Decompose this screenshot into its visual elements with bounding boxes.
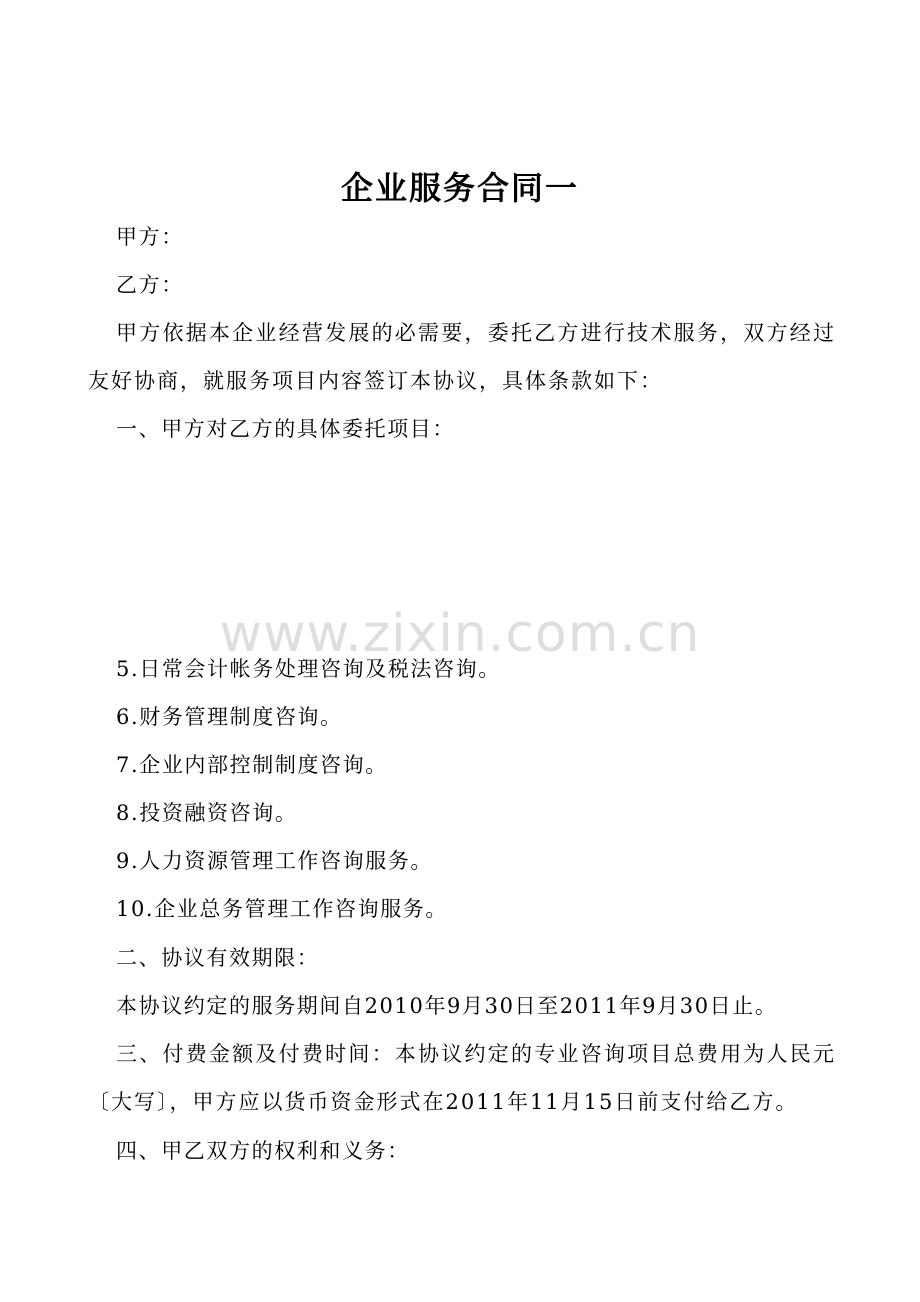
watermark: www.zixin.com.cn — [219, 604, 701, 664]
list-item: 9.人力资源管理工作咨询服务。 — [116, 849, 434, 873]
list-item: 7.企业内部控制制度咨询。 — [116, 753, 388, 777]
section-1-heading: 一、甲方对乙方的具体委托项目： — [116, 417, 455, 441]
list-item: 5.日常会计帐务处理咨询及税法咨询。 — [116, 657, 501, 681]
document-title: 企业服务合同一 — [340, 169, 579, 207]
list-item: 6.财务管理制度咨询。 — [116, 705, 343, 729]
section-2-heading: 二、协议有效期限： — [116, 946, 320, 970]
intro-paragraph: 甲方依据本企业经营发展的必需要，委托乙方进行技术服务，双方经过友好协商，就服务项目内容签订本协议，具体条款如下： — [88, 321, 836, 393]
section-3-paragraph: 三、付费金额及付费时间：本协议约定的专业咨询项目总费用为人民元〔大写〕，甲方应以货币资金形式在2011年11月15日前支付给乙方。 — [88, 1042, 836, 1114]
section-2-body: 本协议约定的服务期间自2010年9月30日至2011年9月30日止。 — [116, 994, 778, 1018]
list-item: 10.企业总务管理工作咨询服务。 — [116, 897, 448, 921]
list-item: 8.投资融资咨询。 — [116, 801, 298, 825]
party-b-label: 乙方： — [116, 273, 184, 297]
section-4-heading: 四、甲乙双方的权利和义务： — [116, 1139, 410, 1163]
party-a-label: 甲方： — [116, 225, 184, 249]
